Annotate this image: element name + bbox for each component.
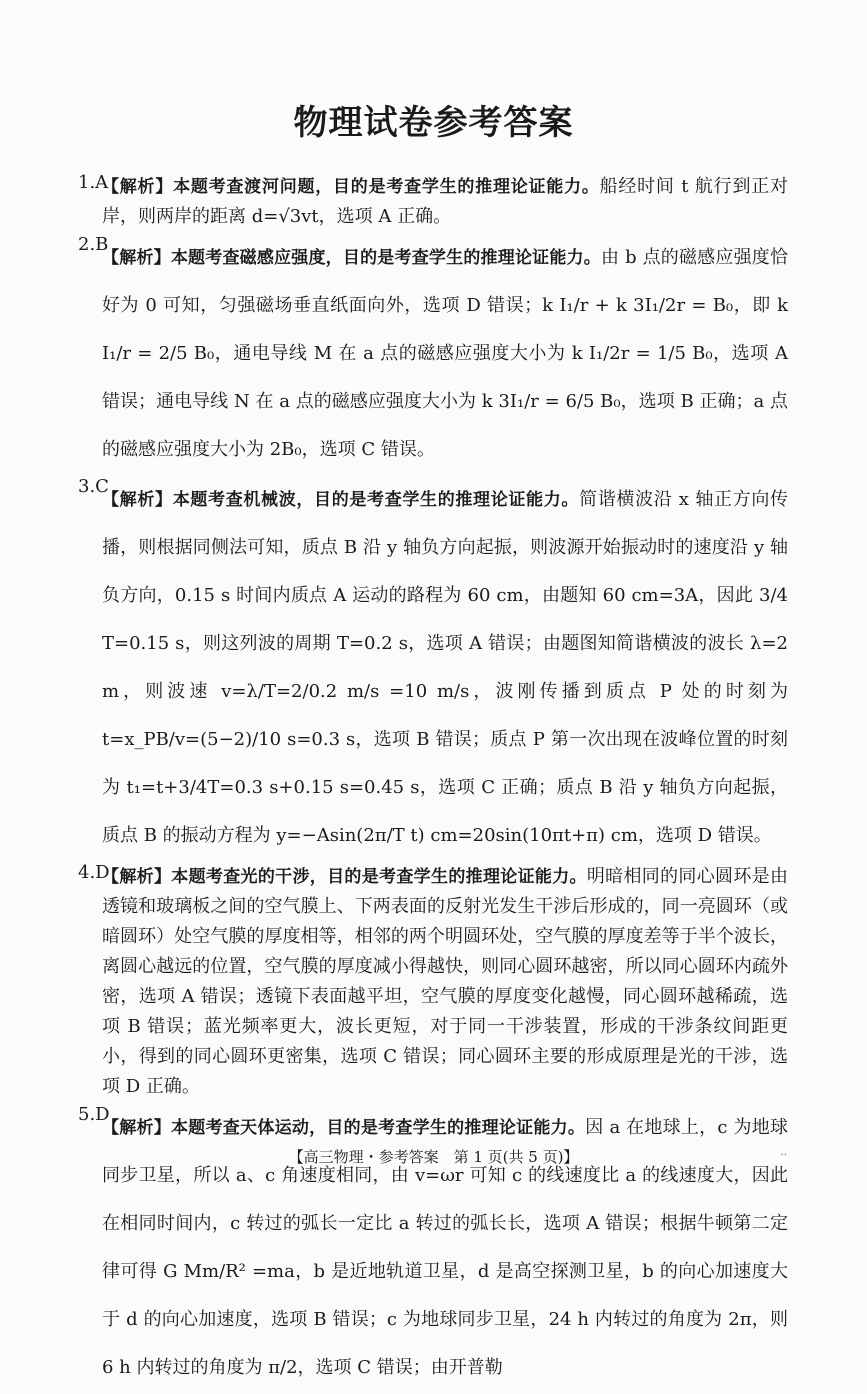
answer-list [78,172,789,1394]
analysis-tag: 【解析】 [102,1118,172,1138]
answer-number: 2.B [78,234,109,255]
analysis-tag: 【解析】 [102,177,174,197]
answer-number: 3.C [78,476,109,497]
analysis-body: 因 a 在地球上，c 为地球同步卫星，所以 a、c 角速度相同，由 v=ωr 可知 c 的线速度比 a 的线速度大，因此在相同时间内，c 转过的弧长一定比 a 转过的弧长长，选项 A 错误；根据牛顿第二定律可得 G Mm/R² =ma，b 是近地轨道卫星，d 是高空探测卫星，b 的向心加速度大于 d 的向心加速度，选项 B 错误；c 为地球同步卫星，24 h 内转过的角度为 2π，则 6 h 内转过的角度为 π/2，选项 C 错误；由开普勒 [102,1117,789,1378]
answer-item-1 [78,172,788,232]
answer-number: 4.D [78,862,110,883]
analysis-body: 船经时间 t 航行到正对岸，则两岸的距离 d=√3vt，选项 A 正确。 [102,176,788,227]
answer-number: 1.A [78,172,109,193]
analysis-intro: 本题考查光的干涉，目的是考查学生的推理论证能力。 [171,867,587,887]
analysis-intro: 本题考查天体运动，目的是考查学生的推理论证能力。 [171,1118,586,1138]
analysis-intro: 本题考查机械波，目的是考查学生的推理论证能力。 [172,490,580,510]
analysis-intro: 本题考查磁感应强度，目的是考查学生的推理论证能力。 [170,248,601,268]
answer-item-3 [78,476,789,860]
answer-item-2 [78,234,789,474]
page-footer: 【高三物理・参考答案 第 1 页(共 5 页)】 [288,1148,579,1166]
analysis-tag: 【解析】 [102,248,171,268]
analysis-body: 明暗相同的同心圆环是由透镜和玻璃板之间的空气膜上、下两表面的反射光发生干涉后形成的，同一亮圆环（或暗圆环）处空气膜的厚度相等，相邻的两个明圆环处，空气膜的厚度差等于半个波长，离圆心越远的位置，空气膜的厚度减小得越快，则同心圆环越密，所以同心圆环内疏外密，选项 A 错误；透镜下表面越平坦，空气膜的厚度变化越慢，同心圆环越稀疏，选项 B 错误；蓝光频率更大，波长更短，对于同一干涉装置，形成的干涉条纹间距更小，得到的同心圆环更密集，选项 C 错误；同心圆环主要的形成原理是光的干涉，选项 D 正确。 [102,866,789,1097]
analysis-tag: 【解析】 [102,867,172,887]
analysis-intro: 本题考查渡河问题，目的是考查学生的推理论证能力。 [173,177,600,197]
corner-mark: ·· [780,1150,787,1161]
analysis-body: 由 b 点的磁感应强度恰好为 0 可知，匀强磁场垂直纸面向外，选项 D 错误；k I₁/r + k 3I₁/2r = B₀，即 k I₁/r = 2/5 B₀，通电导线 M 在 a 点的磁感应强度大小为 k I₁/2r = 1/5 B₀，选项 A 错误；通电导线 N 在 a 点的磁感应强度大小为 k 3I₁/r = 6/5 B₀，选项 B 正确；a 点的磁感应强度大小为 2B₀，选项 C 错误。 [102,247,789,460]
answer-number: 5.D [78,1104,110,1125]
answer-item-4 [78,862,789,1102]
analysis-tag: 【解析】 [102,490,173,510]
analysis-body: 简谐横波沿 x 轴正方向传播，则根据同侧法可知，质点 B 沿 y 轴负方向起振，则波源开始振动时的速度沿 y 轴负方向，0.15 s 时间内质点 A 运动的路程为 60 cm，由题知 60 cm=3A，因此 3/4 T=0.15 s，则这列波的周期 T=0.2 s，选项 A 错误；由题图知简谐横波的波长 λ=2 m，则波速 v=λ/T=2/0.2 m/s =10 m/s，波刚传播到质点 P 处的时刻为 t=x_PB/v=(5−2)/10 s=0.3 s，选项 B 错误；质点 P 第一次出现在波峰位置的时刻为 t₁=t+3/4T=0.3 s+0.15 s=0.45 s，选项 C 正确；质点 B 沿 y 轴负方向起振，质点 B 的振动方程为 y=−Asin(2π/T t) cm=20sin(10πt+π) cm，选项 D 错误。 [102,489,789,846]
page-title: 物理试卷参考答案 [293,103,574,143]
